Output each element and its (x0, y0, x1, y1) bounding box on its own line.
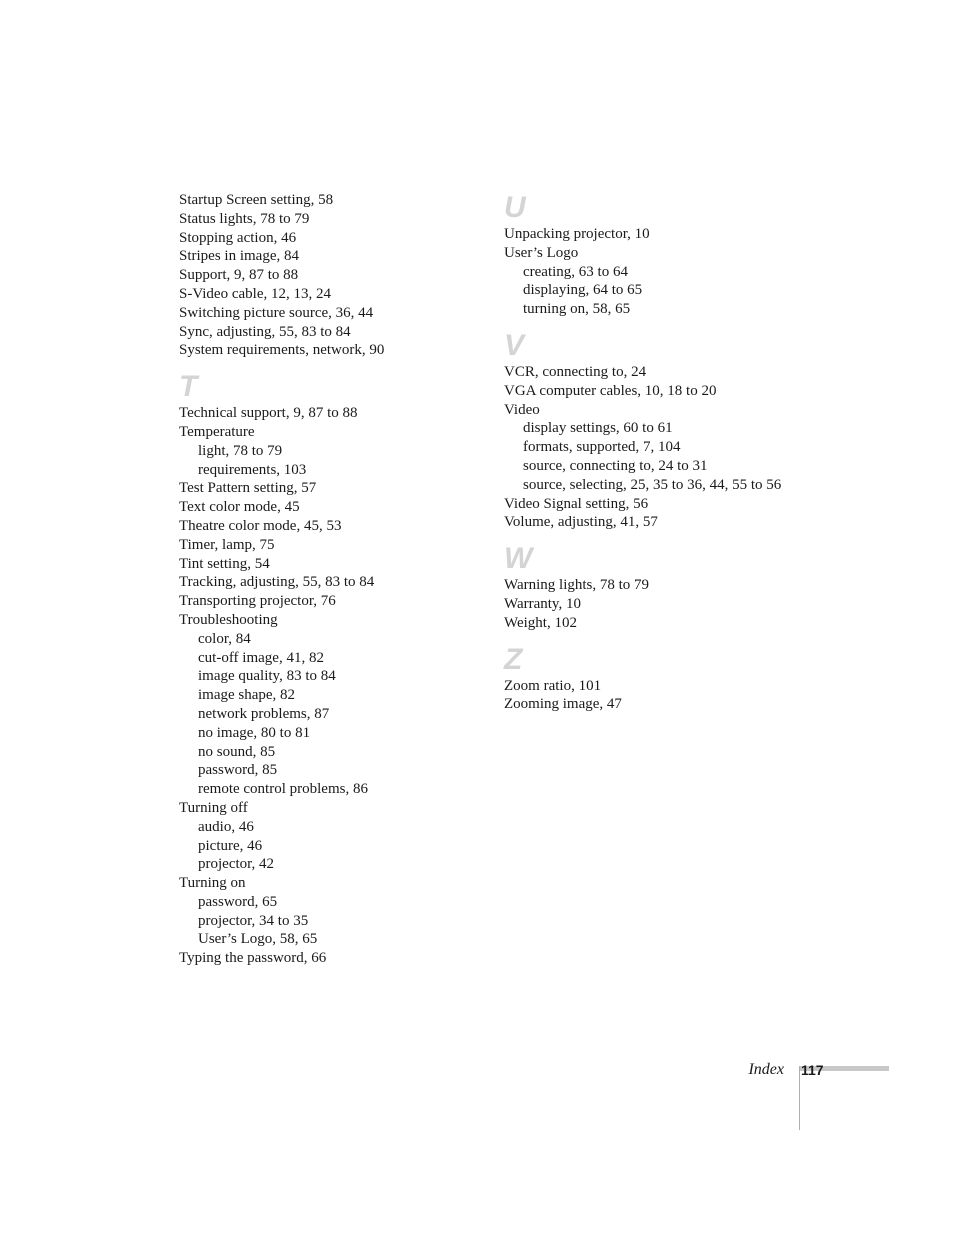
index-entry: Text color mode, 45 (179, 499, 300, 516)
index-subentry: no image, 80 to 81 (198, 724, 311, 741)
index-subentry: remote control problems, 86 (198, 781, 368, 798)
section-letter: T (179, 370, 198, 404)
index-entry: Turning on (179, 875, 246, 892)
index-entry: Stopping action, 46 (179, 229, 297, 246)
index-subentry: password, 85 (198, 762, 278, 779)
index-subentry: picture, 46 (198, 837, 263, 854)
index-subentry: network problems, 87 (198, 705, 330, 722)
index-entry: Timer, lamp, 75 (179, 536, 275, 553)
index-subentry: requirements, 103 (198, 461, 307, 478)
index-subentry: projector, 34 to 35 (198, 912, 309, 929)
index-entry: Temperature (179, 423, 255, 440)
index-entry: Switching picture source, 36, 44 (179, 304, 374, 321)
index-subentry: projector, 42 (198, 856, 275, 873)
section-letter: Z (504, 642, 523, 676)
index-entry: Zooming image, 47 (504, 696, 622, 713)
index-entry: Warning lights, 78 to 79 (504, 577, 650, 594)
index-subentry: password, 65 (198, 893, 278, 910)
index-entry: VCR, connecting to, 24 (504, 363, 647, 380)
index-subentry: audio, 46 (198, 818, 254, 835)
section-letter: U (504, 191, 526, 224)
index-subentry: light, 78 to 79 (198, 442, 283, 459)
section-letter: W (504, 542, 533, 576)
index-entry: Support, 9, 87 to 88 (179, 267, 299, 284)
index-entry: Tracking, adjusting, 55, 83 to 84 (179, 574, 375, 591)
index-subentry: formats, supported, 7, 104 (523, 439, 681, 456)
index-entry: Tint setting, 54 (179, 555, 270, 572)
index-entry: Video Signal setting, 56 (504, 495, 649, 512)
footer-section-label: Index (748, 1061, 784, 1078)
index-subentry: source, selecting, 25, 35 to 36, 44, 55 to 56 (523, 476, 782, 493)
index-entry: Weight, 102 (504, 614, 577, 631)
index-subentry: display settings, 60 to 61 (523, 420, 673, 437)
index-column-left (179, 191, 479, 968)
index-entry: Stripes in image, 84 (179, 248, 299, 265)
index-subentry: image quality, 83 to 84 (198, 668, 336, 685)
index-entry: Troubleshooting (179, 611, 278, 628)
index-subentry: no sound, 85 (198, 743, 276, 760)
index-subentry: source, connecting to, 24 to 31 (523, 457, 708, 474)
index-entry: Technical support, 9, 87 to 88 (179, 405, 358, 422)
footer-rule (799, 1066, 800, 1130)
index-subentry: turning on, 58, 65 (523, 301, 631, 318)
index-entry: Startup Screen setting, 58 (179, 192, 334, 208)
index-entry: User’s Logo (504, 244, 579, 261)
index-entry: VGA computer cables, 10, 18 to 20 (504, 382, 717, 399)
index-entry: Unpacking projector, 10 (504, 226, 650, 242)
index-entry: Volume, adjusting, 41, 57 (504, 514, 658, 531)
index-subentry: color, 84 (198, 630, 251, 647)
index-entry: Test Pattern setting, 57 (179, 480, 317, 497)
index-entry: Typing the password, 66 (179, 950, 327, 967)
index-entry: Video (504, 401, 540, 418)
index-entry: System requirements, network, 90 (179, 342, 385, 359)
index-subentry: User’s Logo, 58, 65 (198, 931, 318, 948)
index-column-right (504, 191, 834, 714)
index-entry: Status lights, 78 to 79 (179, 210, 310, 227)
index-subentry: cut-off image, 41, 82 (198, 649, 324, 666)
index-entry: Transporting projector, 76 (179, 593, 336, 610)
index-entry: Warranty, 10 (504, 595, 581, 612)
page-number: 117 (801, 1062, 824, 1078)
index-subentry: creating, 63 to 64 (523, 263, 628, 280)
section-letter: V (504, 328, 525, 362)
index-entry: Turning off (179, 799, 248, 816)
index-entry: Sync, adjusting, 55, 83 to 84 (179, 323, 351, 340)
index-subentry: image shape, 82 (198, 687, 296, 704)
index-entry: Theatre color mode, 45, 53 (179, 517, 342, 534)
index-subentry: displaying, 64 to 65 (523, 282, 643, 299)
index-entry: S-Video cable, 12, 13, 24 (179, 285, 331, 302)
index-entry: Zoom ratio, 101 (504, 677, 602, 694)
